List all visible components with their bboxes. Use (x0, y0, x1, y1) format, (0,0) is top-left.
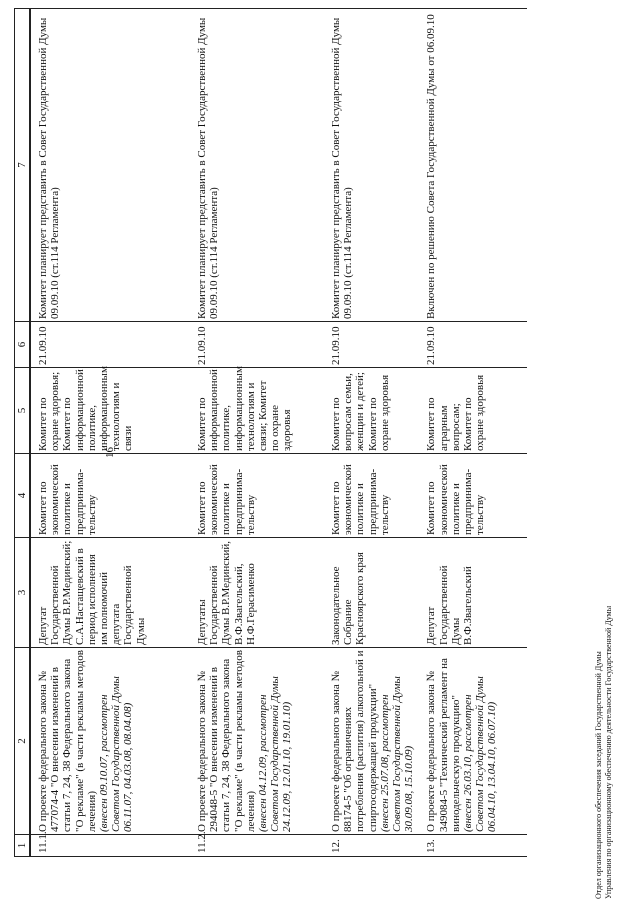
col-header-5: 5 (15, 368, 31, 454)
status-cell: Комитет планирует представить в Совет Государственной Думы 09.09.10 (ст.114 Регламента) (30, 9, 190, 322)
committee-cell: Комитет по экономической политике и предпринима-тельству (324, 454, 419, 538)
col-header-2: 2 (15, 648, 31, 835)
bill-cell (190, 648, 324, 835)
agenda-table (14, 8, 527, 857)
author-cell: Законодательное Собрание Красноярского края (324, 538, 419, 648)
bill-title: О проекте федерального закона № 88174-5 "Об ограничениях потребления (распития) алкогольной и спиртосодержащей продукции" (330, 650, 379, 832)
col-header-3: 3 (15, 538, 31, 648)
bill-note: (внесен 09.10.07, рассмотрен Советом Государственной Думы 06.11.07, 04.03.08, 08.04.08) (98, 676, 135, 832)
date-cell: 21.09.10 (190, 322, 324, 368)
footer (594, 606, 614, 899)
row-number: 12. (324, 835, 419, 857)
co-committees-cell: Комитет по вопросам семьи, женщин и детей; Комитет по охране здоровья (324, 368, 419, 454)
committee-cell: Комитет по экономической политике и предпринима-тельству (190, 454, 324, 538)
row-number: 11.2. (190, 835, 324, 857)
bill-note: (внесен 04.12.09, рассмотрен Советом Государственной Думы 24.12.09, 12.01.10, 19.01.10) (257, 676, 294, 832)
bill-title: О проекте федерального закона № 294048-5 "О внесении изменений в статьи 7, 24, 38 Федерального закона "О рекламе" (в части рекламы методов лечения) (196, 650, 257, 832)
row-number: 13. (419, 835, 527, 857)
col-header-4: 4 (15, 454, 31, 538)
col-header-7: 7 (15, 9, 31, 322)
bill-title: О проекте федерального закона № 477074-4 "О внесении изменений в статьи 7, 24, 38 Федерального закона "О рекламе" (в части рекламы методов лечения) (37, 650, 98, 832)
row-number: 11.1. (30, 835, 190, 857)
table-row (324, 9, 419, 857)
date-cell: 21.09.10 (30, 322, 190, 368)
bill-cell (324, 648, 419, 835)
author-cell: Депутат Государственной Думы В.Ф.Звагельский (419, 538, 527, 648)
table-row (419, 9, 527, 857)
co-committees-cell: Комитет по информационной политике, информационным технологиям и связи; Комитет по охране здоровья (190, 368, 324, 454)
bill-note: (внесен 25.07.08, рассмотрен Советом Государственной Думы 30.09.08, 15.10.09) (378, 676, 416, 832)
author-cell: Депутаты Государственной Думы В.Р.Мединский, В.Ф.Звагельский, Н.Ф.Герасименко (190, 538, 324, 648)
co-committees-cell: Комитет по охране здоровья; Комитет по информационной политике, информационным технологиям и связи (30, 368, 190, 454)
status-cell: Комитет планирует представить в Совет Государственной Думы 09.09.10 (ст.114 Регламента) (324, 9, 419, 322)
date-cell: 21.09.10 (419, 322, 527, 368)
date-cell: 21.09.10 (324, 322, 419, 368)
bill-title: О проекте федерального закона № 349084-5 "Технический регламент на винодельческую продукцию" (425, 658, 462, 832)
co-committees-cell: Комитет по аграрным вопросам; Комитет по охране здоровья (419, 368, 527, 454)
col-header-6: 6 (15, 322, 31, 368)
committee-cell: Комитет по экономической политике и предпринима-тельству (419, 454, 527, 538)
bill-cell (419, 648, 527, 835)
footer-line-2: Управления по организационному обеспечению деятельности Государственной Думы (604, 605, 613, 899)
author-cell: Депутат Государственной Думы В.Р.Мединский; С.А.Настащевский в период исполнения им полномочий депутата Государственной Думы (30, 538, 190, 648)
committee-cell: Комитет по экономической политике и предпринима-тельству (30, 454, 190, 538)
status-cell: Включен по решению Совета Государственной Думы от 06.09.10 (419, 9, 527, 322)
bill-note: (внесен 26.03.10, рассмотрен Советом Государственной Думы 06.04.10, 13.04.10, 06.07.10) (462, 676, 499, 832)
status-cell: Комитет планирует представить в Совет Государственной Думы 09.09.10 (ст.114 Регламента) (190, 9, 324, 322)
col-header-1: 1 (15, 835, 31, 857)
footer-line-1: Отдел организационного обеспечения заседаний Государственной Думы (594, 651, 603, 899)
page-number: 16 (104, 447, 116, 458)
table-row (190, 9, 324, 857)
header-row (15, 9, 31, 857)
